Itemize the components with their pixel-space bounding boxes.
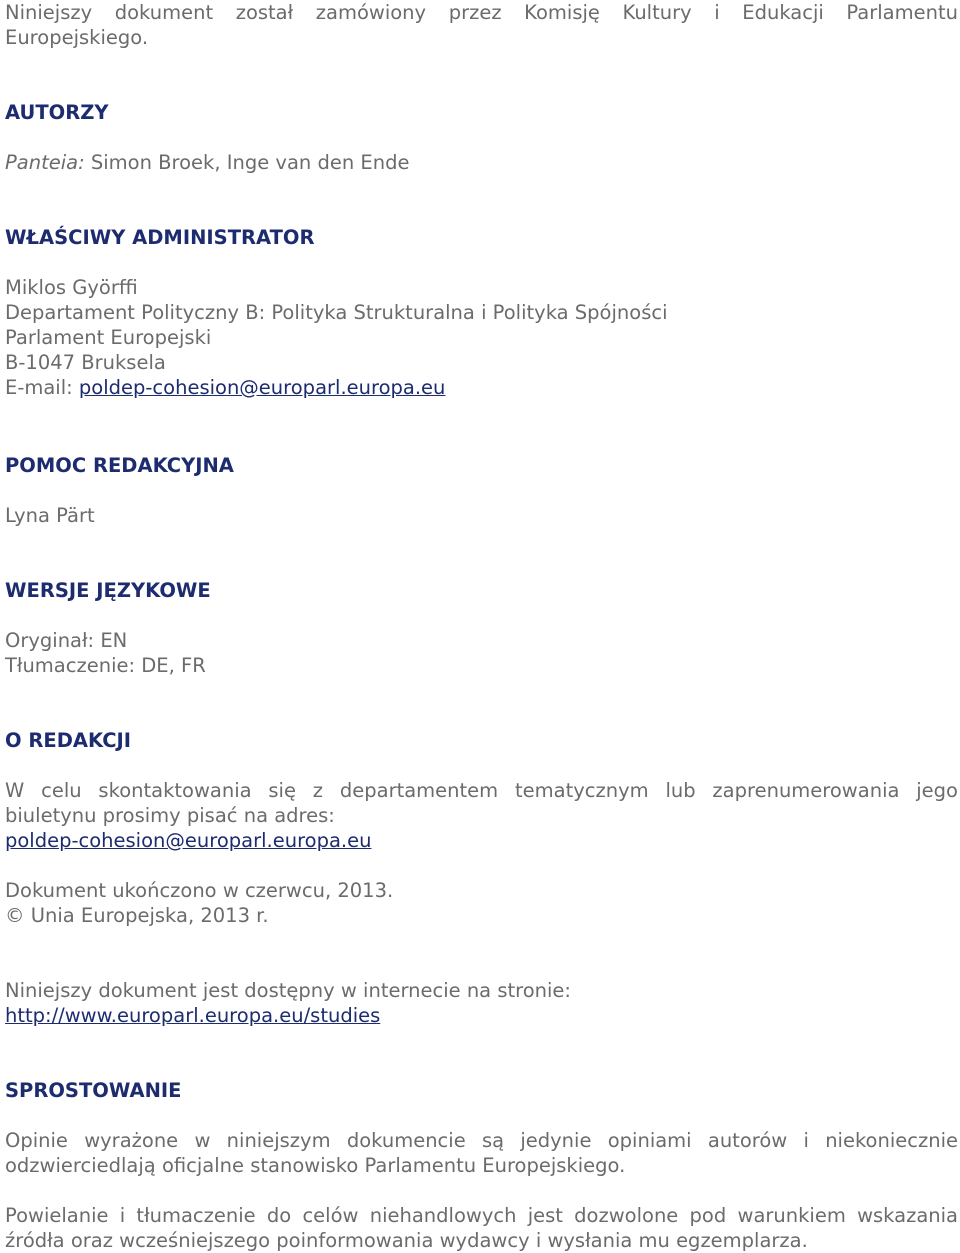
completion-date: Dokument ukończono w czerwcu, 2013.: [5, 879, 394, 902]
administrator-institution: Parlament Europejski: [5, 326, 212, 349]
authors-heading: AUTORZY: [5, 101, 109, 124]
availability-section: [5, 978, 958, 1028]
language-original: Oryginał: EN: [5, 629, 128, 652]
authors-line: [5, 150, 958, 175]
disclaimer-section: [5, 1078, 958, 1253]
availability-url-link[interactable]: http://www.europarl.europa.eu/studies: [5, 1004, 381, 1027]
copyright-line: [5, 903, 958, 928]
about-editor-email-line: [5, 828, 958, 853]
intro-paragraph: Niniejszy dokument został zamówiony przez Komisję Kultury i Edukacji Parlamentu Europejskiego.: [5, 1, 958, 49]
administrator-section: [5, 225, 958, 400]
authors-org: Panteia:: [5, 151, 85, 174]
administrator-email-link[interactable]: poldep-cohesion@europarl.europa.eu: [78, 376, 446, 399]
authors-section: [5, 100, 958, 175]
editorial-assistance-section: [5, 453, 958, 528]
authors-names: Simon Broek, Inge van den Ende: [90, 151, 410, 174]
availability-text: Niniejszy dokument jest dostępny w internecie na stronie:: [5, 979, 571, 1002]
disclaimer-opinion: Opinie wyrażone w niniejszym dokumencie są jedynie opiniami autorów i niekoniecznie odzwierciedlają oficjalne stanowisko Parlamentu Europejskiego.: [5, 1129, 958, 1177]
about-editor-email-link[interactable]: poldep-cohesion@europarl.europa.eu: [5, 829, 372, 852]
availability-url-line: [5, 1003, 958, 1028]
about-editor-section: [5, 728, 958, 928]
administrator-heading: WŁAŚCIWY ADMINISTRATOR: [5, 226, 315, 249]
disclaimer-heading: SPROSTOWANIE: [5, 1079, 182, 1102]
copyright-icon: ©: [5, 904, 25, 927]
language-translation: Tłumaczenie: DE, FR: [5, 654, 206, 677]
language-versions-section: [5, 578, 958, 678]
language-versions-heading: WERSJE JĘZYKOWE: [5, 579, 211, 602]
administrator-email-line: [5, 375, 958, 400]
about-editor-heading: O REDAKCJI: [5, 729, 132, 752]
administrator-name: Miklos Györffi: [5, 276, 138, 299]
editorial-assistance-name: Lyna Pärt: [5, 504, 95, 527]
editorial-assistance-heading: POMOC REDAKCYJNA: [5, 454, 234, 477]
administrator-email-label: E-mail:: [5, 376, 73, 399]
about-editor-paragraph: W celu skontaktowania się z departamentem tematycznym lub zaprenumerowania jego biuletynu prosimy pisać na adres:: [5, 779, 958, 827]
administrator-city: B-1047 Bruksela: [5, 351, 166, 374]
copyright-text: Unia Europejska, 2013 r.: [30, 904, 269, 927]
disclaimer-reproduction: Powielanie i tłumaczenie do celów niehandlowych jest dozwolone pod warunkiem wskazania źródła oraz wcześniejszego poinformowania wydawcy i wysłania mu egzemplarza.: [5, 1204, 958, 1252]
administrator-department: Departament Polityczny B: Polityka Strukturalna i Polityka Spójności: [5, 301, 668, 324]
